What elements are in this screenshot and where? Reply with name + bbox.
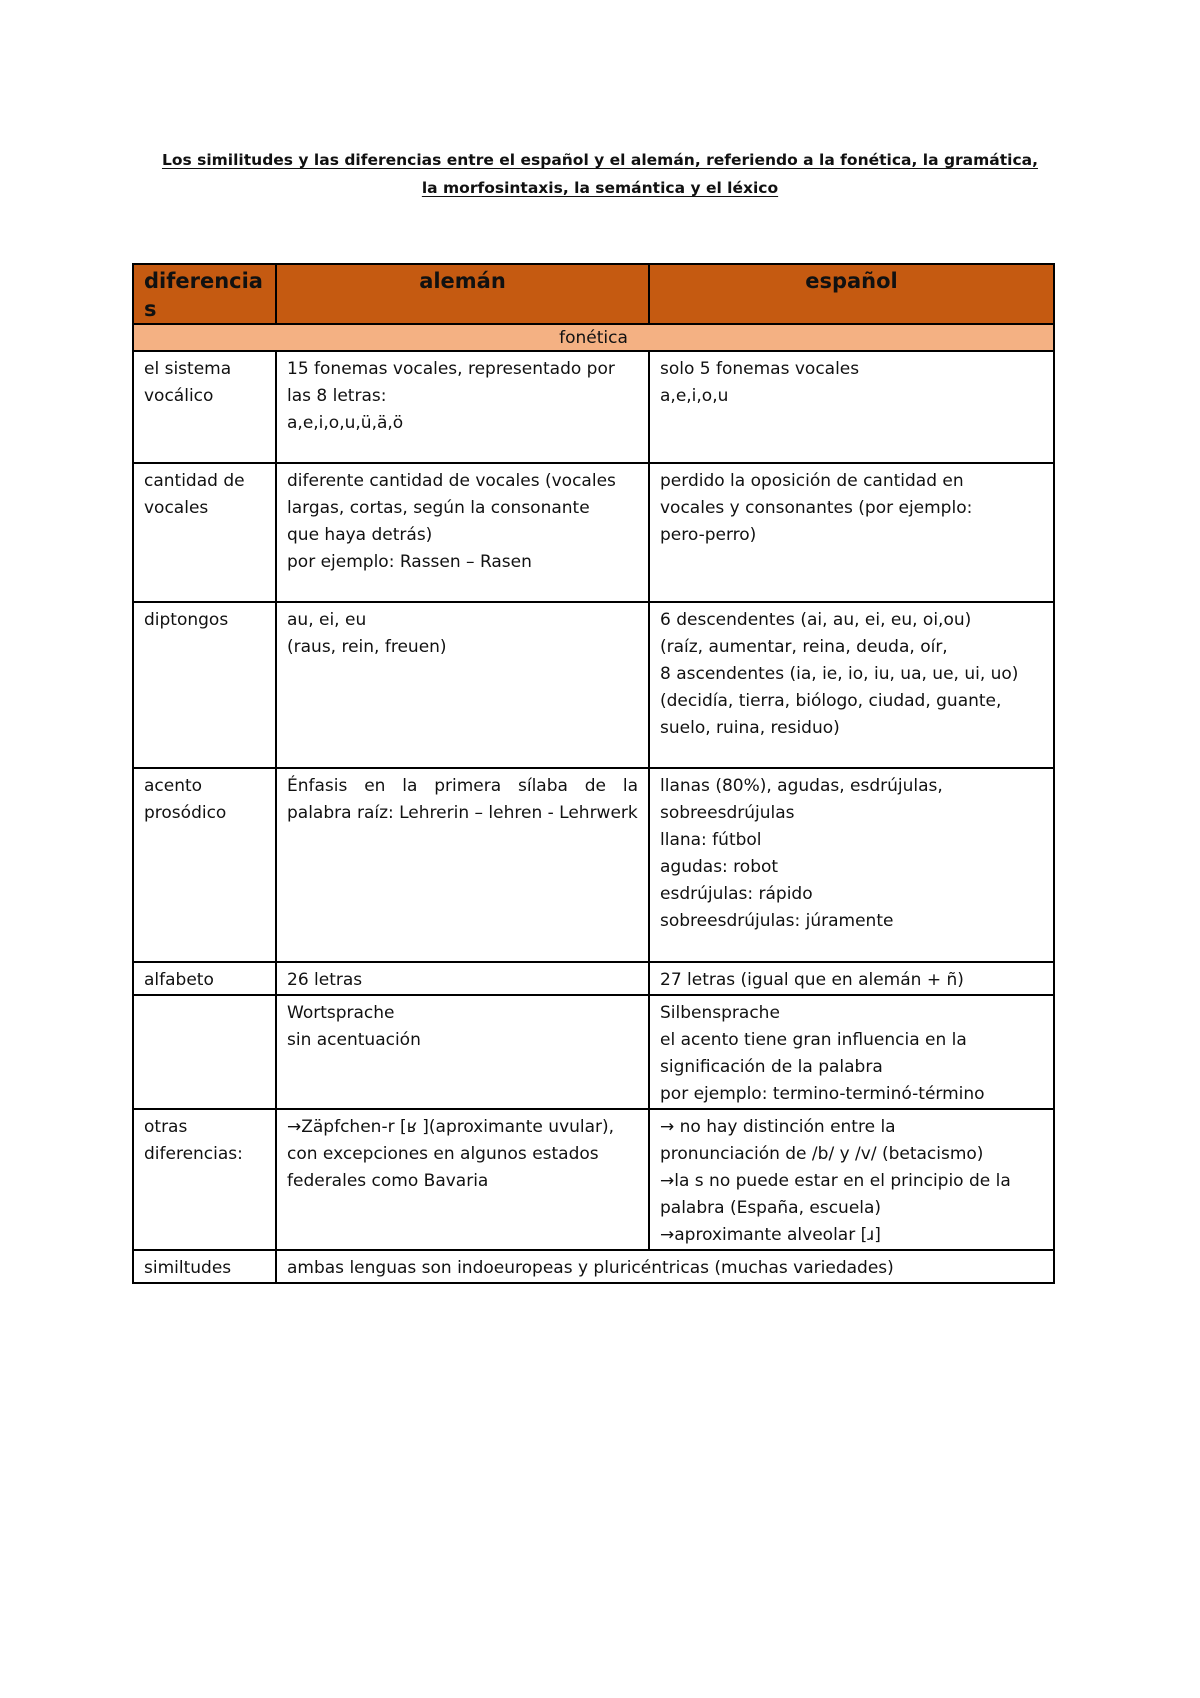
cell-line: 8 ascendentes (ia, ie, io, iu, ua, ue, ui, uo) <box>660 664 1019 684</box>
aleman-cell <box>276 995 649 1109</box>
cell-line: Énfasis en la primera sílaba de la palabra raíz: Lehrerin – lehren - Lehrwerk <box>287 776 638 823</box>
row-label: diferencias: <box>144 1144 243 1164</box>
cell-line: vocales y consonantes (por ejemplo: <box>660 498 973 518</box>
cell-line: a,e,i,o,u,ü,ä,ö <box>287 413 404 433</box>
row-label-cell <box>133 995 276 1109</box>
cell-line: sin acentuación <box>287 1030 421 1050</box>
row-label: otras <box>144 1117 188 1137</box>
cell-line: Silbensprache <box>660 1003 780 1023</box>
cell-line: a,e,i,o,u <box>660 386 729 406</box>
cell-line: →la s no puede estar en el principio de la <box>660 1171 1011 1191</box>
cell-line: suelo, ruina, residuo) <box>660 718 840 738</box>
row-label: diptongos <box>144 610 229 630</box>
cell-line: →Zäpfchen-r [ʁ ](aproximante uvular), <box>287 1117 615 1137</box>
espanol-cell <box>649 768 1054 962</box>
cell-line: por ejemplo: termino-terminó-término <box>660 1084 985 1104</box>
cell-line: que haya detrás) <box>287 525 433 545</box>
row-label: el sistema <box>144 359 232 379</box>
table-row <box>133 1109 1054 1250</box>
cell-line: pero-perro) <box>660 525 757 545</box>
cell-line: sobreesdrújulas: júramente <box>660 911 894 931</box>
cell-line: palabra (España, escuela) <box>660 1198 882 1218</box>
row-label-cell <box>133 602 276 768</box>
row-label: vocales <box>144 498 209 518</box>
section-row <box>133 324 1054 351</box>
document-title <box>130 146 1070 202</box>
espanol-cell <box>649 1109 1054 1250</box>
cell-line: pronunciación de /b/ y /v/ (betacismo) <box>660 1144 984 1164</box>
similitudes-label: similtudes <box>133 1250 276 1283</box>
header-aleman: alemán <box>276 264 649 324</box>
header-row <box>133 264 1054 324</box>
table-row <box>133 463 1054 602</box>
row-label: prosódico <box>144 803 227 823</box>
aleman-cell <box>276 602 649 768</box>
cell-line: 26 letras <box>287 970 363 990</box>
comparison-table <box>132 263 1055 1284</box>
table-row <box>133 602 1054 768</box>
row-label: cantidad de <box>144 471 245 491</box>
row-label-cell <box>133 962 276 995</box>
similitudes-row <box>133 1250 1054 1283</box>
cell-line: (raus, rein, freuen) <box>287 637 447 657</box>
aleman-cell <box>276 768 649 962</box>
espanol-cell <box>649 351 1054 463</box>
cell-line: (decidía, tierra, biólogo, ciudad, guante, <box>660 691 1002 711</box>
espanol-cell <box>649 463 1054 602</box>
table-row <box>133 768 1054 962</box>
cell-line: esdrújulas: rápido <box>660 884 813 904</box>
header-diferencias: diferencias <box>133 264 276 324</box>
row-label: acento <box>144 776 203 796</box>
cell-line: solo 5 fonemas vocales <box>660 359 860 379</box>
cell-line: Wortsprache <box>287 1003 395 1023</box>
cell-line: (raíz, aumentar, reina, deuda, oír, <box>660 637 948 657</box>
aleman-cell <box>276 962 649 995</box>
cell-line: las 8 letras: <box>287 386 387 406</box>
cell-line: agudas: robot <box>660 857 779 877</box>
cell-line: diferente cantidad de vocales (vocales <box>287 471 616 491</box>
table-row <box>133 995 1054 1109</box>
cell-line: →aproximante alveolar [ɹ] <box>660 1225 881 1245</box>
aleman-cell <box>276 1109 649 1250</box>
aleman-cell <box>276 351 649 463</box>
cell-line: perdido la oposición de cantidad en <box>660 471 964 491</box>
row-label-cell <box>133 1109 276 1250</box>
row-label: vocálico <box>144 386 214 406</box>
cell-line: llana: fútbol <box>660 830 762 850</box>
cell-line: → no hay distinción entre la <box>660 1117 896 1137</box>
cell-line: significación de la palabra <box>660 1057 883 1077</box>
cell-line: federales como Bavaria <box>287 1171 489 1191</box>
cell-line: sobreesdrújulas <box>660 803 795 823</box>
cell-line: 15 fonemas vocales, representado por <box>287 359 615 379</box>
cell-line: largas, cortas, según la consonante <box>287 498 590 518</box>
table-row <box>133 351 1054 463</box>
cell-line: 27 letras (igual que en alemán + ñ) <box>660 970 964 990</box>
header-espanol: español <box>649 264 1054 324</box>
similitudes-text: ambas lenguas son indoeuropeas y pluricéntricas (muchas variedades) <box>276 1250 1054 1283</box>
row-label-cell <box>133 768 276 962</box>
title-line-2: la morfosintaxis, la semántica y el léxico <box>421 179 779 197</box>
cell-line: 6 descendentes (ai, au, ei, eu, oi,ou) <box>660 610 972 630</box>
row-label-cell <box>133 463 276 602</box>
section-fonetica: fonética <box>133 324 1054 351</box>
cell-line: el acento tiene gran influencia en la <box>660 1030 967 1050</box>
table-row <box>133 962 1054 995</box>
espanol-cell <box>649 962 1054 995</box>
cell-line: llanas (80%), agudas, esdrújulas, <box>660 776 943 796</box>
espanol-cell <box>649 602 1054 768</box>
cell-line: au, ei, eu <box>287 610 367 630</box>
row-label: alfabeto <box>144 970 214 990</box>
row-label-cell <box>133 351 276 463</box>
espanol-cell <box>649 995 1054 1109</box>
cell-line: por ejemplo: Rassen – Rasen <box>287 552 532 572</box>
title-line-1: Los similitudes y las diferencias entre el español y el alemán, referiendo a la fonética, la gramática, <box>161 151 1039 169</box>
cell-line: con excepciones en algunos estados <box>287 1144 599 1164</box>
aleman-cell <box>276 463 649 602</box>
